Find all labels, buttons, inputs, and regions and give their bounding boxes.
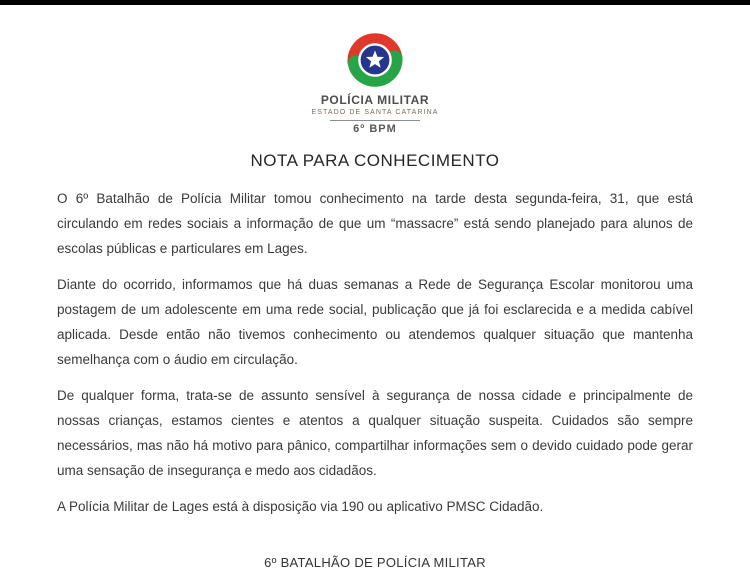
paragraph-1: O 6º Batalhão de Polícia Militar tomou conhecimento na tarde desta segunda-feira, 31, que está circulando em redes sociais a informação de que um “massacre” está sendo planejado para alunos de escolas públicas e particulares em Lages. [57,191,693,256]
paragraph-3: De qualquer forma, trata-se de assunto sensível à segurança de nossa cidade e principalmente de nossas crianças, estamos cientes e atentos a qualquer situação suspeita. Cuidados são sempre necessários, mas não há motivo para pânico, compartilhar informações sem o devido cuidado pode gerar uma sensação de insegurança e medo aos cidadãos. [57,388,693,478]
pmsc-logo [0,0,750,136]
top-border [0,0,750,5]
page-title: NOTA PARA CONHECIMENTO [250,151,500,170]
pmsc-emblem-icon [339,30,411,90]
document-footer: 6º BATALHÃO DE POLÍCIA MILITAR [264,555,486,570]
logo-org-name: POLÍCIA MILITAR [320,93,430,107]
paragraph-4: A Polícia Militar de Lages está à disposição via 190 ou aplicativo PMSC Cidadão. [57,499,544,514]
logo-unit-name: 6º BPM [353,123,397,135]
logo-state-name: ESTADO DE SANTA CATARINA [311,109,439,116]
paragraph-2: Diante do ocorrido, informamos que há duas semanas a Rede de Segurança Escolar monitorou uma postagem de um adolescente em uma rede social, publicação que já foi esclarecida e a medida cabível aplicada. Desde então não tivemos conhecimento ou atendemos qualquer situação que mantenha semelhança com o áudio em circulação. [57,277,693,367]
logo-divider [330,120,420,121]
document-body [57,186,693,519]
